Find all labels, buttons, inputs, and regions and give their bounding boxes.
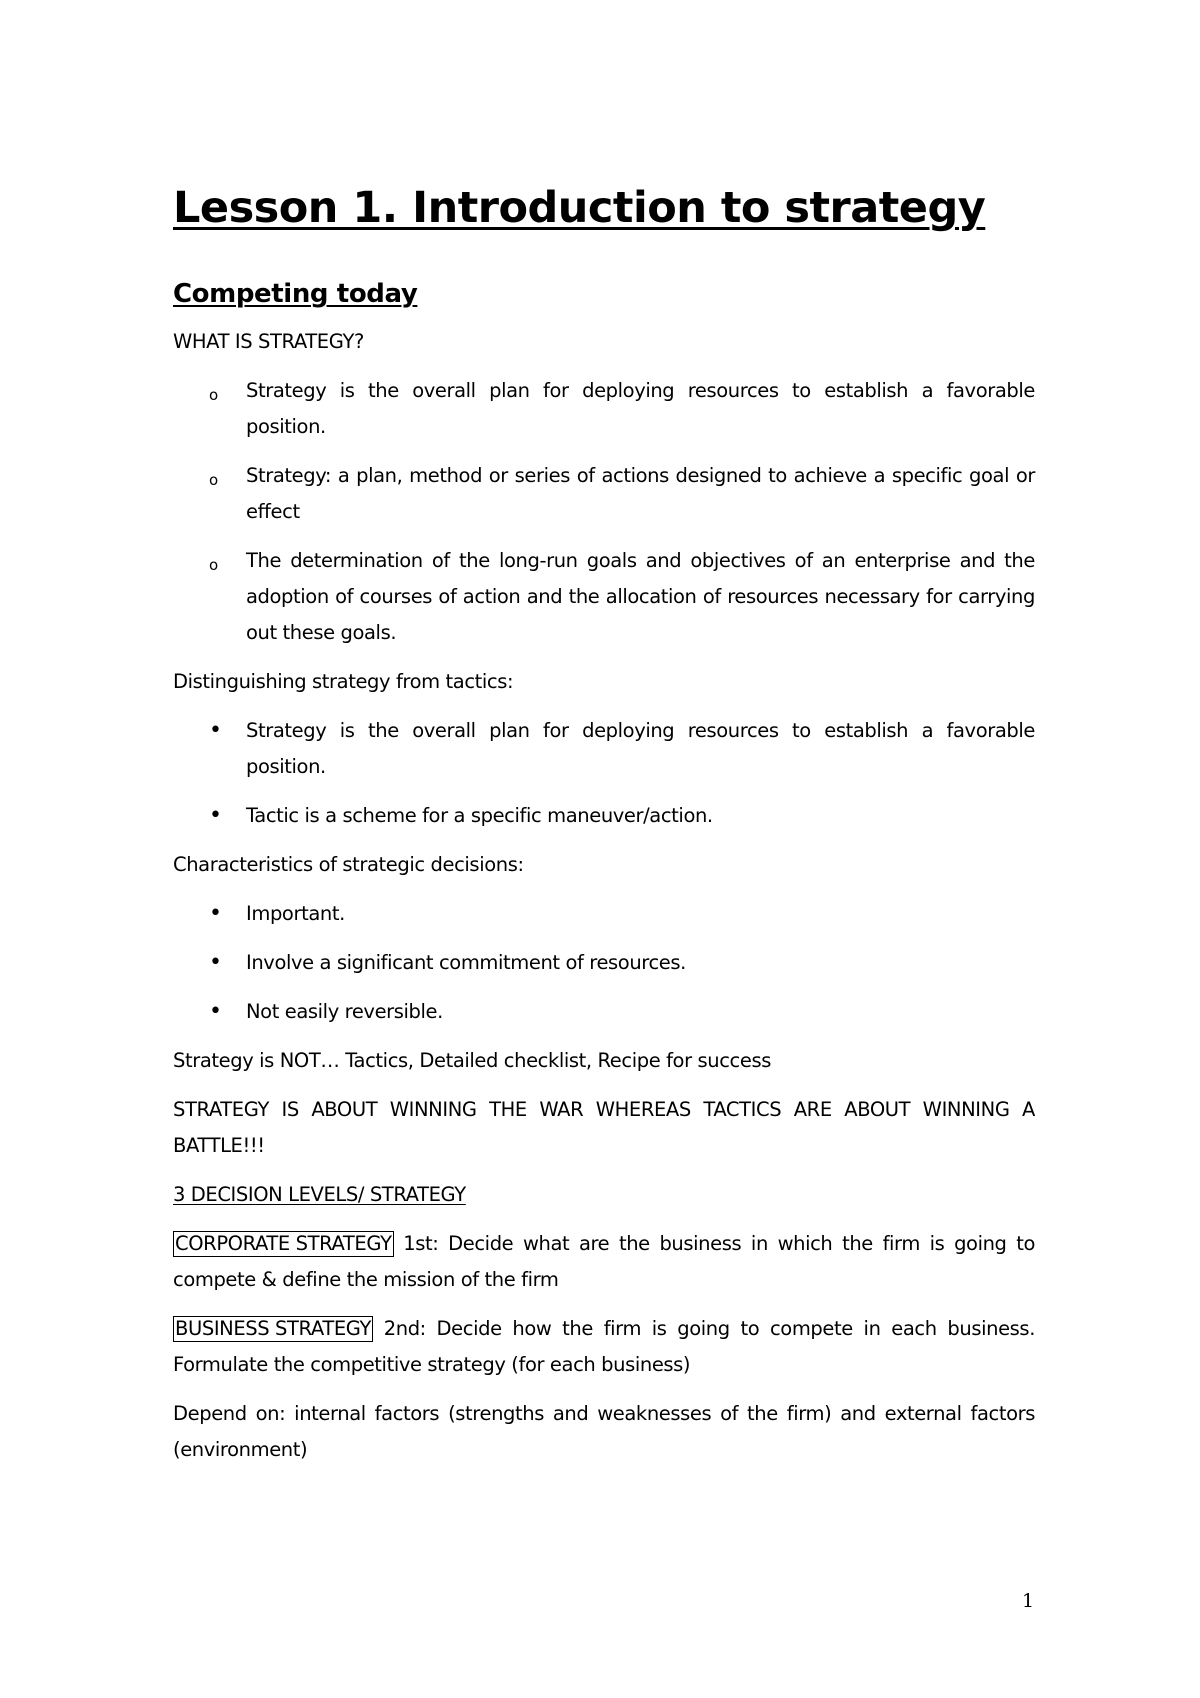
characteristics-heading: Characteristics of strategic decisions: (173, 853, 524, 876)
business-strategy-label: BUSINESS STRATEGY (175, 1317, 371, 1340)
list-item (173, 896, 1035, 932)
war-battle-paragraph: STRATEGY IS ABOUT WINNING THE WAR WHEREAS TACTICS ARE ABOUT WINNING A BATTLE!!! (173, 1098, 1035, 1157)
corporate-strategy-paragraph (173, 1226, 1035, 1298)
list-item (173, 945, 1035, 981)
list-item-text: The determination of the long-run goals and objectives of an enterprise and the adoption of courses of action and the allocation of resources necessary for carrying out these goals. (246, 549, 1035, 644)
decision-levels-heading: 3 DECISION LEVELS/ STRATEGY (173, 1183, 466, 1206)
list-item-text: Strategy: a plan, method or series of actions designed to achieve a specific goal or effect (246, 464, 1035, 523)
list-item-text: Strategy is the overall plan for deploying resources to establish a favorable position. (246, 379, 1035, 438)
section-subtitle: Competing today (173, 279, 418, 309)
list-item-text: Involve a significant commitment of resources. (246, 951, 686, 974)
characteristics-list (173, 896, 1035, 1030)
circle-bullet-icon: o (209, 471, 218, 489)
business-strategy-text: 2nd: Decide how the firm is going to compete in each business. Formulate the competitive strategy (for each business) (173, 1317, 1035, 1376)
depend-on-paragraph: Depend on: internal factors (strengths and weaknesses of the firm) and external factors (environment) (173, 1402, 1035, 1461)
list-item (173, 458, 1035, 530)
dot-bullet-icon: • (209, 803, 222, 828)
dot-bullet-icon: • (209, 718, 222, 743)
distinguishing-list (173, 713, 1035, 834)
dot-bullet-icon: • (209, 901, 222, 926)
what-is-strategy-list (173, 373, 1035, 651)
list-item-text: Tactic is a scheme for a specific maneuver/action. (246, 804, 713, 827)
what-is-strategy-heading: WHAT IS STRATEGY? (173, 330, 364, 353)
list-item (173, 713, 1035, 785)
list-item-text: Important. (246, 902, 345, 925)
circle-bullet-icon: o (209, 556, 218, 574)
page-title: Lesson 1. Introduction to strategy (173, 183, 986, 233)
corporate-strategy-text: 1st: Decide what are the business in which the firm is going to compete & define the mission of the firm (173, 1232, 1035, 1291)
business-strategy-paragraph (173, 1311, 1035, 1383)
list-item (173, 373, 1035, 445)
list-item (173, 543, 1035, 651)
list-item (173, 994, 1035, 1030)
page-number: 1 (1022, 1590, 1035, 1612)
dot-bullet-icon: • (209, 950, 222, 975)
corporate-strategy-label: CORPORATE STRATEGY (175, 1232, 392, 1255)
circle-bullet-icon: o (209, 386, 218, 404)
distinguishing-heading: Distinguishing strategy from tactics: (173, 670, 514, 693)
list-item (173, 798, 1035, 834)
list-item-text: Strategy is the overall plan for deploying resources to establish a favorable position. (246, 719, 1035, 778)
document-page (173, 180, 1035, 1481)
strategy-is-not-paragraph: Strategy is NOT… Tactics, Detailed checklist, Recipe for success (173, 1049, 771, 1072)
dot-bullet-icon: • (209, 999, 222, 1024)
list-item-text: Not easily reversible. (246, 1000, 443, 1023)
